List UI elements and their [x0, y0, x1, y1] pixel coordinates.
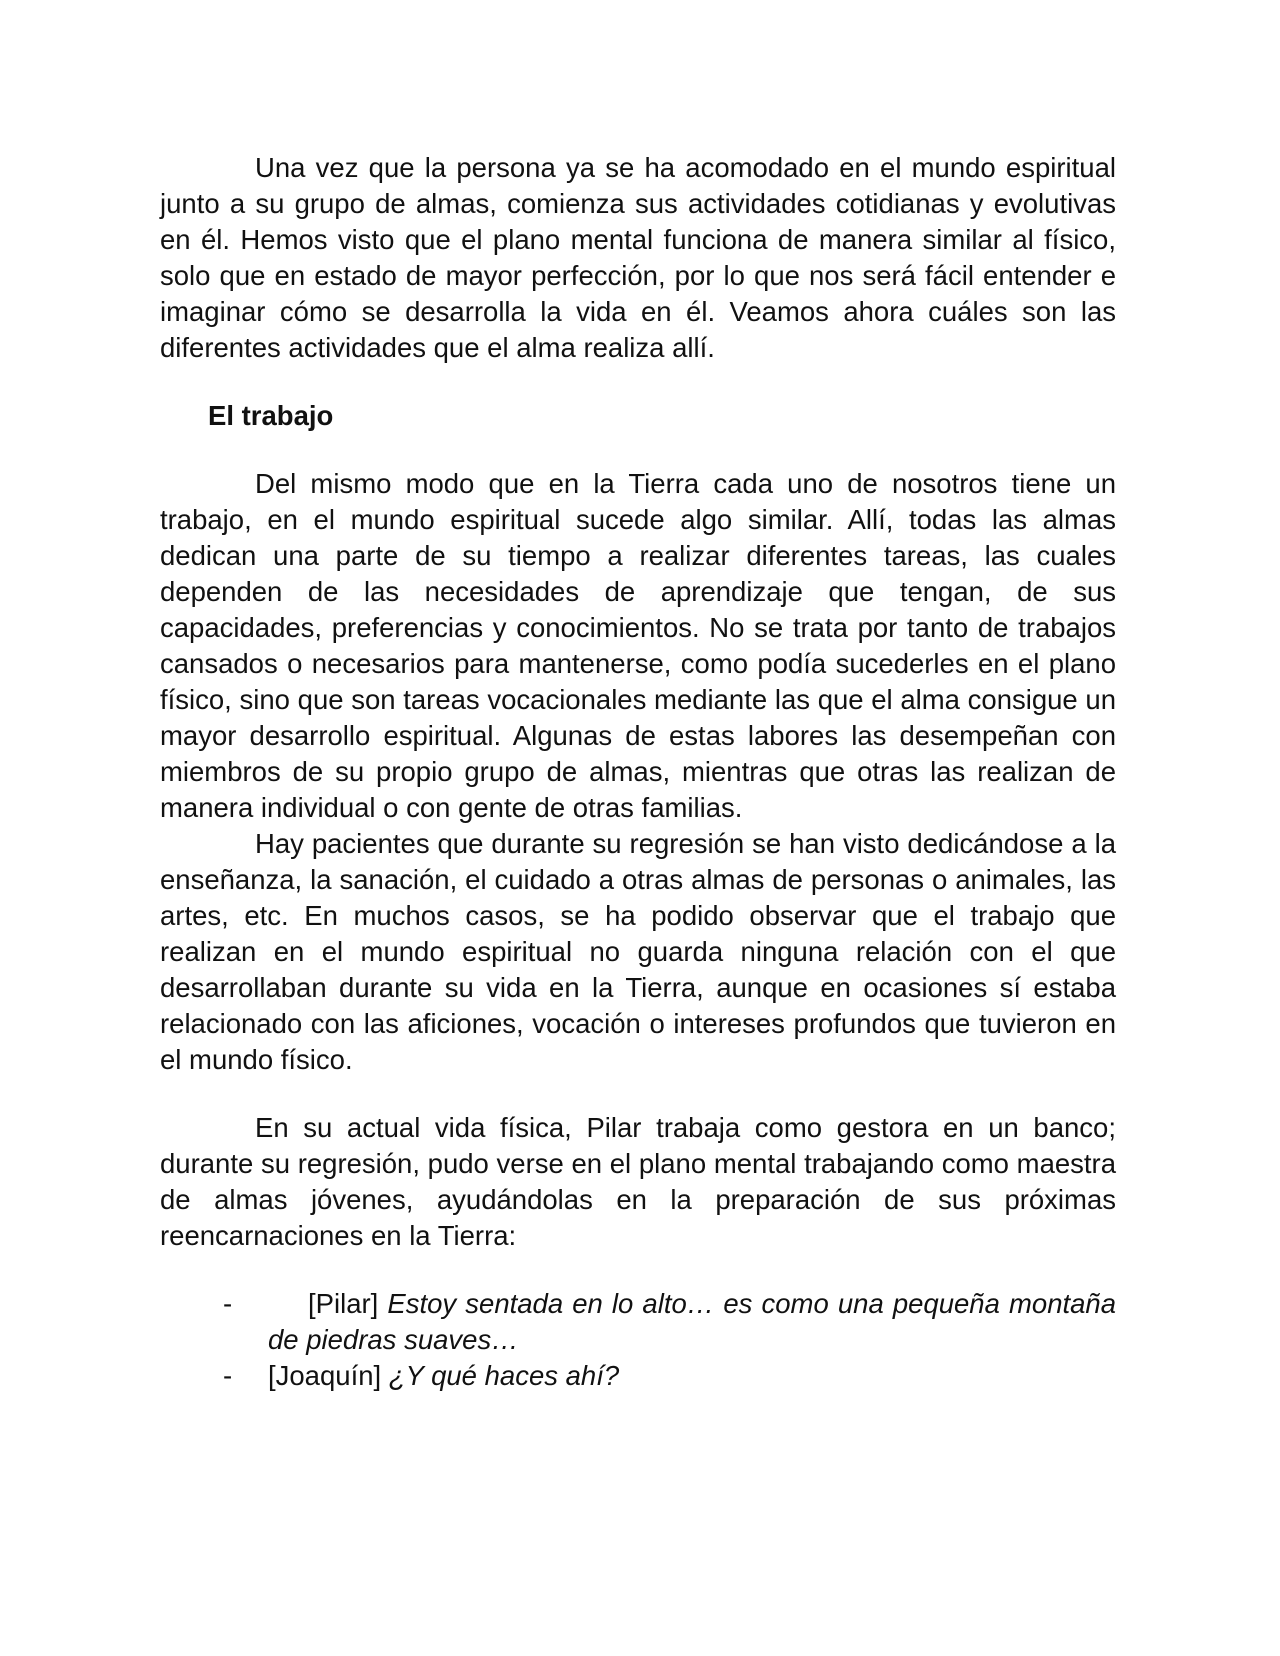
- body-paragraph: En su actual vida física, Pilar trabaja como gestora en un banco; durante su regresión, pudo verse en el plano mental trabajando como maestra de almas jóvenes, ayudándolas en la preparación de sus próximas reencarnaciones en la Tierra:: [160, 1112, 1116, 1251]
- spacer: [160, 366, 1116, 398]
- body-paragraph: Hay pacientes que durante su regresión se han visto dedicándose a la enseñanza, la sanación, el cuidado a otras almas de personas o animales, las artes, etc. En muchos casos, se ha podido observar que el trabajo que realizan en el mundo espiritual no guarda ninguna relación con el que desarrollaban durante su vida en la Tierra, aunque en ocasiones sí estaba relacionado con las aficiones, vocación o intereses profundos que tuvieron en el mundo físico.: [160, 828, 1116, 1075]
- speech-text: Estoy sentada en lo alto… es como una pequeña montaña de piedras suaves…: [268, 1288, 1117, 1355]
- speech-text: ¿Y qué haces ahí?: [388, 1360, 620, 1391]
- document-page: [160, 150, 1116, 1394]
- intro-paragraph: Una vez que la persona ya se ha acomodado en el mundo espiritual junto a su grupo de almas, comienza sus actividades cotidianas y evolutivas en él. Hemos visto que el plano mental funciona de manera similar al físico, solo que en estado de mayor perfección, por lo que nos será fácil entender e imaginar cómo se desarrolla la vida en él. Veamos ahora cuáles son las diferentes actividades que el alma realiza allí.: [160, 152, 1116, 363]
- dash-marker: -: [223, 1360, 233, 1391]
- body-paragraph: Del mismo modo que en la Tierra cada uno de nosotros tiene un trabajo, en el mundo espiritual sucede algo similar. Allí, todas las almas dedican una parte de su tiempo a realizar diferentes tareas, las cuales dependen de las necesidades de aprendizaje que tengan, de sus capacidades, preferencias y conocimientos. No se trata por tanto de trabajos cansados o necesarios para mantenerse, como podía sucederles en el plano físico, sino que son tareas vocacionales mediante las que el alma consigue un mayor desarrollo espiritual. Algunas de estas labores las desempeñan con miembros de su propio grupo de almas, mientras que otras las realizan de manera individual o con gente de otras familias.: [160, 468, 1116, 823]
- dialogue-list: [160, 1286, 1116, 1394]
- dash-marker: -: [223, 1288, 233, 1319]
- dialogue-line: [160, 1358, 1116, 1394]
- section-heading: El trabajo: [208, 400, 334, 431]
- speaker-label: [Joaquín]: [268, 1360, 389, 1391]
- spacer: [160, 1078, 1116, 1110]
- speaker-label: [Pilar]: [308, 1288, 388, 1319]
- spacer: [160, 434, 1116, 466]
- dialogue-line: [160, 1286, 1116, 1358]
- spacer: [160, 1254, 1116, 1286]
